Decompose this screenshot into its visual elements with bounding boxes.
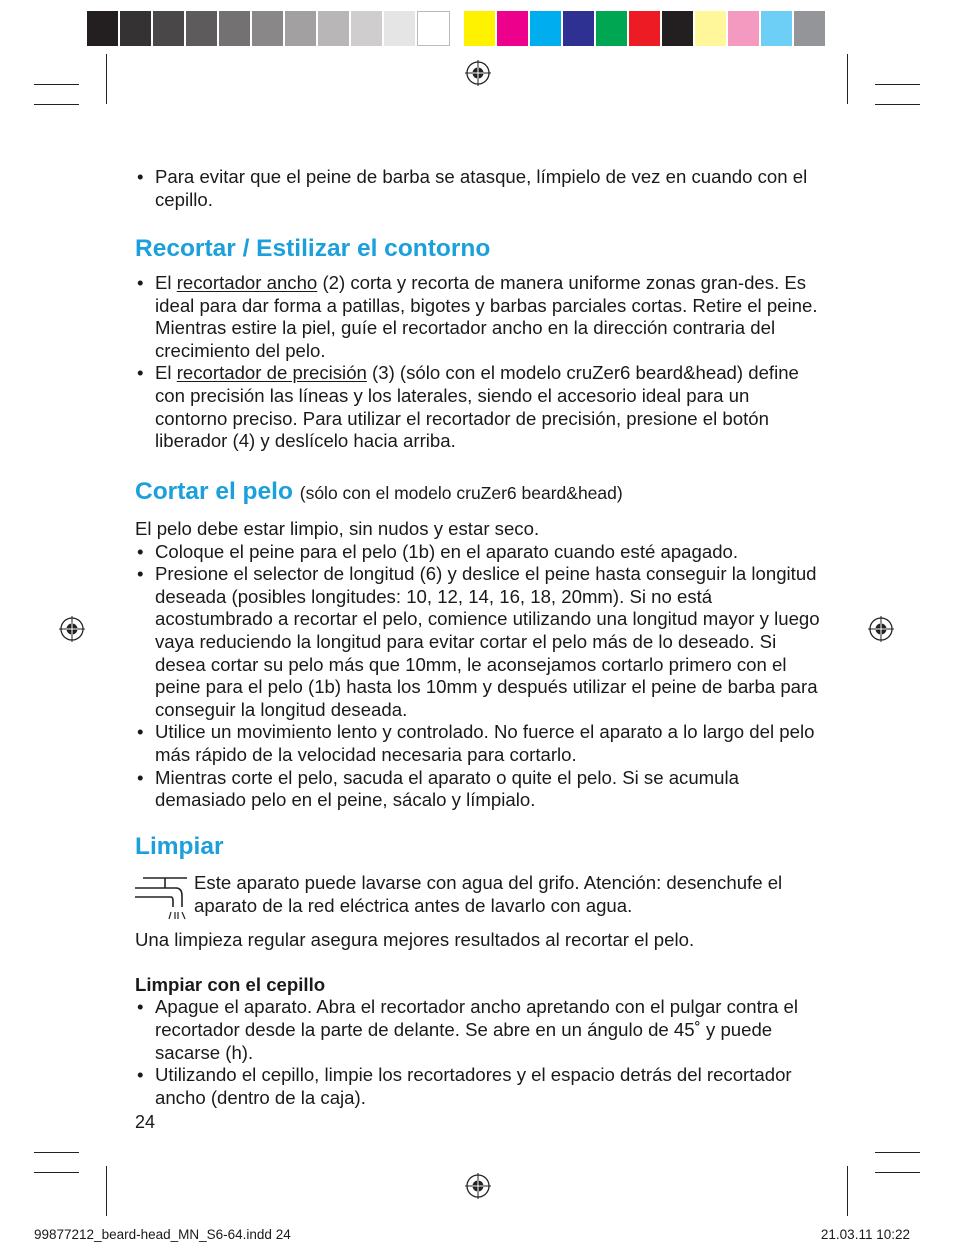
- list-item: [135, 362, 825, 452]
- gray-swatch: [120, 11, 153, 46]
- crop-mark: [847, 1166, 848, 1216]
- paragraph: El pelo debe estar limpio, sin nudos y estar seco.: [135, 518, 540, 539]
- color-swatch: [596, 11, 629, 46]
- color-swatch: [662, 11, 695, 46]
- registration-mark-icon: [465, 60, 491, 86]
- crop-mark: [34, 84, 79, 85]
- gray-swatch: [351, 11, 384, 46]
- tap-notice-text: Este aparato puede lavarse con agua del grifo. Atención: desenchufe el aparato de la red eléctrica antes de lavarlo con agua.: [194, 872, 783, 916]
- color-swatch: [563, 11, 596, 46]
- bullet-text: (3) (sólo con el modelo cruZer6 beard&head) define con precisión las líneas y los laterales, siendo el accesorio ideal para un contorno preciso. Para utilizar el recortador de precisión, presione el botón liberador (4) y deslícelo hacia arriba.: [155, 362, 799, 452]
- list-item: • Coloque el peine para el pelo (1b) en el aparato cuando esté apagado.: [135, 541, 825, 564]
- swatch-gap: [450, 11, 464, 46]
- gray-swatch: [384, 11, 417, 46]
- section-heading: [135, 477, 825, 508]
- slug-filename: 99877212_beard-head_MN_S6-64.indd 24: [34, 1227, 291, 1242]
- gray-swatch: [285, 11, 318, 46]
- list-item: • Presione el selector de longitud (6) y deslice el peine hasta conseguir la longitud deseada (posibles longitudes: 10, 12, 14, 16, 18, 20mm). Si no está acostumbrado a recortar el pelo, comience utilizando una longitud mayor y luego vaya reduciendo la longitud para evitar cortar el pelo más de lo deseado. Si desea cortar su pelo más que 10mm, le aconsejamos cortarlo primero con el peine para el pelo (1b) hasta los 10mm y después utilizar el peine de barba para conseguir la longitud deseada.: [135, 563, 825, 721]
- paragraph: Una limpieza regular asegura mejores resultados al recortar el pelo.: [135, 929, 695, 951]
- list-item: • Apague el aparato. Abra el recortador ancho apretando con el pulgar contra el recortador desde la parte de delante. Se abre en un ángulo de 45˚ y puede sacarse (h).: [135, 996, 825, 1064]
- gray-swatch: [87, 11, 120, 46]
- crop-mark: [34, 1172, 79, 1173]
- color-swatch: [530, 11, 563, 46]
- list-item: [135, 272, 825, 362]
- section-pelo: [135, 477, 825, 812]
- intro-block: [135, 166, 825, 211]
- crop-mark: [875, 84, 920, 85]
- list-item: • Mientras corte el pelo, sacuda el aparato o quite el pelo. Si se acumula demasiado pelo en el peine, sácalo y límpialo.: [135, 767, 825, 812]
- crop-mark: [875, 1152, 920, 1153]
- bullet-text: (2) corta y recorta de manera uniforme zonas gran-des. Es ideal para dar forma a patillas, bigotes y barbas parciales cortas. Retire el peine. Mientras estire la piel, guíe el recortador ancho en la dirección contraria del crecimiento del pelo.: [155, 272, 818, 361]
- section-heading-text: Cortar el pelo: [135, 478, 293, 505]
- crop-mark: [875, 104, 920, 105]
- crop-mark: [875, 1172, 920, 1173]
- list-item: • Para evitar que el peine de barba se atasque, límpielo de vez en cuando con el cepillo.: [135, 166, 825, 211]
- tap-notice: [135, 872, 825, 917]
- water-tap-icon: [135, 872, 189, 920]
- crop-mark: [34, 104, 79, 105]
- bullet-text: El: [155, 272, 177, 293]
- underlined-term: recortador ancho: [176, 272, 318, 293]
- gray-swatch: [186, 11, 219, 46]
- gray-swatch: [219, 11, 252, 46]
- crop-mark: [847, 54, 848, 104]
- subsection-heading: Limpiar con el cepillo: [135, 973, 326, 995]
- crop-mark: [106, 1166, 107, 1216]
- section-contorno: [135, 234, 825, 453]
- color-swatch: [629, 11, 662, 46]
- color-swatch: [464, 11, 497, 46]
- registration-mark-icon: [465, 1173, 491, 1199]
- gray-swatch: [318, 11, 351, 46]
- crop-mark: [34, 1152, 79, 1153]
- underlined-term: recortador de precisión: [176, 362, 367, 384]
- section-heading: Limpiar: [135, 833, 224, 860]
- page-number: 24: [135, 1112, 156, 1132]
- list-item: • Utilice un movimiento lento y controlado. No fuerce el aparato a lo largo del pelo más rápido de la velocidad necesaria para cortarlo.: [135, 721, 825, 766]
- gray-swatch: [417, 11, 450, 46]
- color-swatch: [794, 11, 827, 46]
- gray-swatch: [153, 11, 186, 46]
- printer-color-bar: [87, 11, 827, 46]
- crop-mark: [106, 54, 107, 104]
- bullet-text: El: [155, 362, 177, 384]
- gray-swatch: [252, 11, 285, 46]
- color-swatch: [497, 11, 530, 46]
- section-subheading: (sólo con el modelo cruZer6 beard&head): [299, 483, 623, 503]
- registration-mark-icon: [59, 616, 85, 642]
- color-swatch: [695, 11, 728, 46]
- slug-date: 21.03.11 10:22: [820, 1227, 910, 1242]
- color-swatch: [728, 11, 761, 46]
- color-swatch: [761, 11, 794, 46]
- registration-mark-icon: [868, 616, 894, 642]
- section-heading: Recortar / Estilizar el contorno: [135, 235, 491, 262]
- list-item: • Utilizando el cepillo, limpie los recortadores y el espacio detrás del recortador ancho (dentro de la caja).: [135, 1064, 825, 1109]
- section-limpiar: [135, 832, 825, 1109]
